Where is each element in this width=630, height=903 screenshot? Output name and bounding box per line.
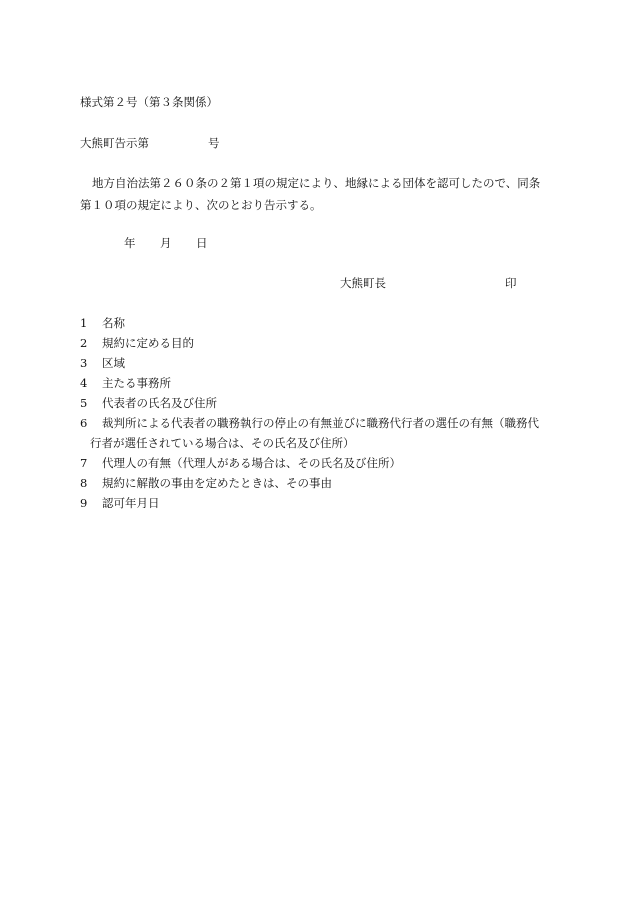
item-number: 5 (80, 396, 88, 410)
list-item (80, 498, 560, 518)
list-item (80, 458, 560, 478)
item-text: 区域 (102, 356, 125, 370)
date-year: 年 (124, 236, 136, 250)
item-text: 名称 (102, 316, 125, 330)
list-item (80, 358, 560, 378)
item-text: 代理人の有無（代理人がある場合は、その氏名及び住所） (102, 456, 401, 470)
item-number: 7 (80, 456, 88, 470)
item-text: 主たる事務所 (102, 376, 171, 390)
body-text-line-1: 地方自治法第２６０条の２第１項の規定により、地縁による団体を認可したので、同条 (92, 176, 541, 190)
list-item (80, 318, 560, 338)
item-number: 1 (80, 316, 88, 330)
item-list (80, 318, 560, 518)
list-item (80, 378, 560, 398)
item-text: 認可年月日 (102, 496, 160, 510)
notice-number-line (80, 136, 220, 150)
notice-suffix: 号 (208, 136, 220, 150)
notice-prefix: 大熊町告示第 (80, 136, 149, 150)
seal-mark: 印 (505, 276, 517, 290)
mayor-title: 大熊町長 (340, 276, 386, 290)
item-text: 裁判所による代表者の職務執行の停止の有無並びに職務代行者の選任の有無（職務代 (102, 416, 539, 430)
item-number: 6 (80, 416, 88, 430)
item-number: 9 (80, 496, 88, 510)
item-number: 4 (80, 376, 88, 390)
item-number: 8 (80, 476, 88, 490)
list-item (80, 338, 560, 358)
item-text-continuation: 行者が選任されている場合は、その氏名及び住所） (90, 436, 355, 450)
list-item (80, 418, 560, 458)
date-month: 月 (160, 236, 172, 250)
item-number: 2 (80, 336, 88, 350)
list-item (80, 478, 560, 498)
item-text: 代表者の氏名及び住所 (102, 396, 217, 410)
body-text-line-2: 第１０項の規定により、次のとおり告示する。 (80, 198, 322, 212)
form-label: 様式第２号（第３条関係） (80, 95, 218, 109)
item-text: 規約に解散の事由を定めたときは、その事由 (102, 476, 332, 490)
list-item (80, 398, 560, 418)
item-text: 規約に定める目的 (102, 336, 194, 350)
item-number: 3 (80, 356, 88, 370)
date-day: 日 (196, 236, 208, 250)
